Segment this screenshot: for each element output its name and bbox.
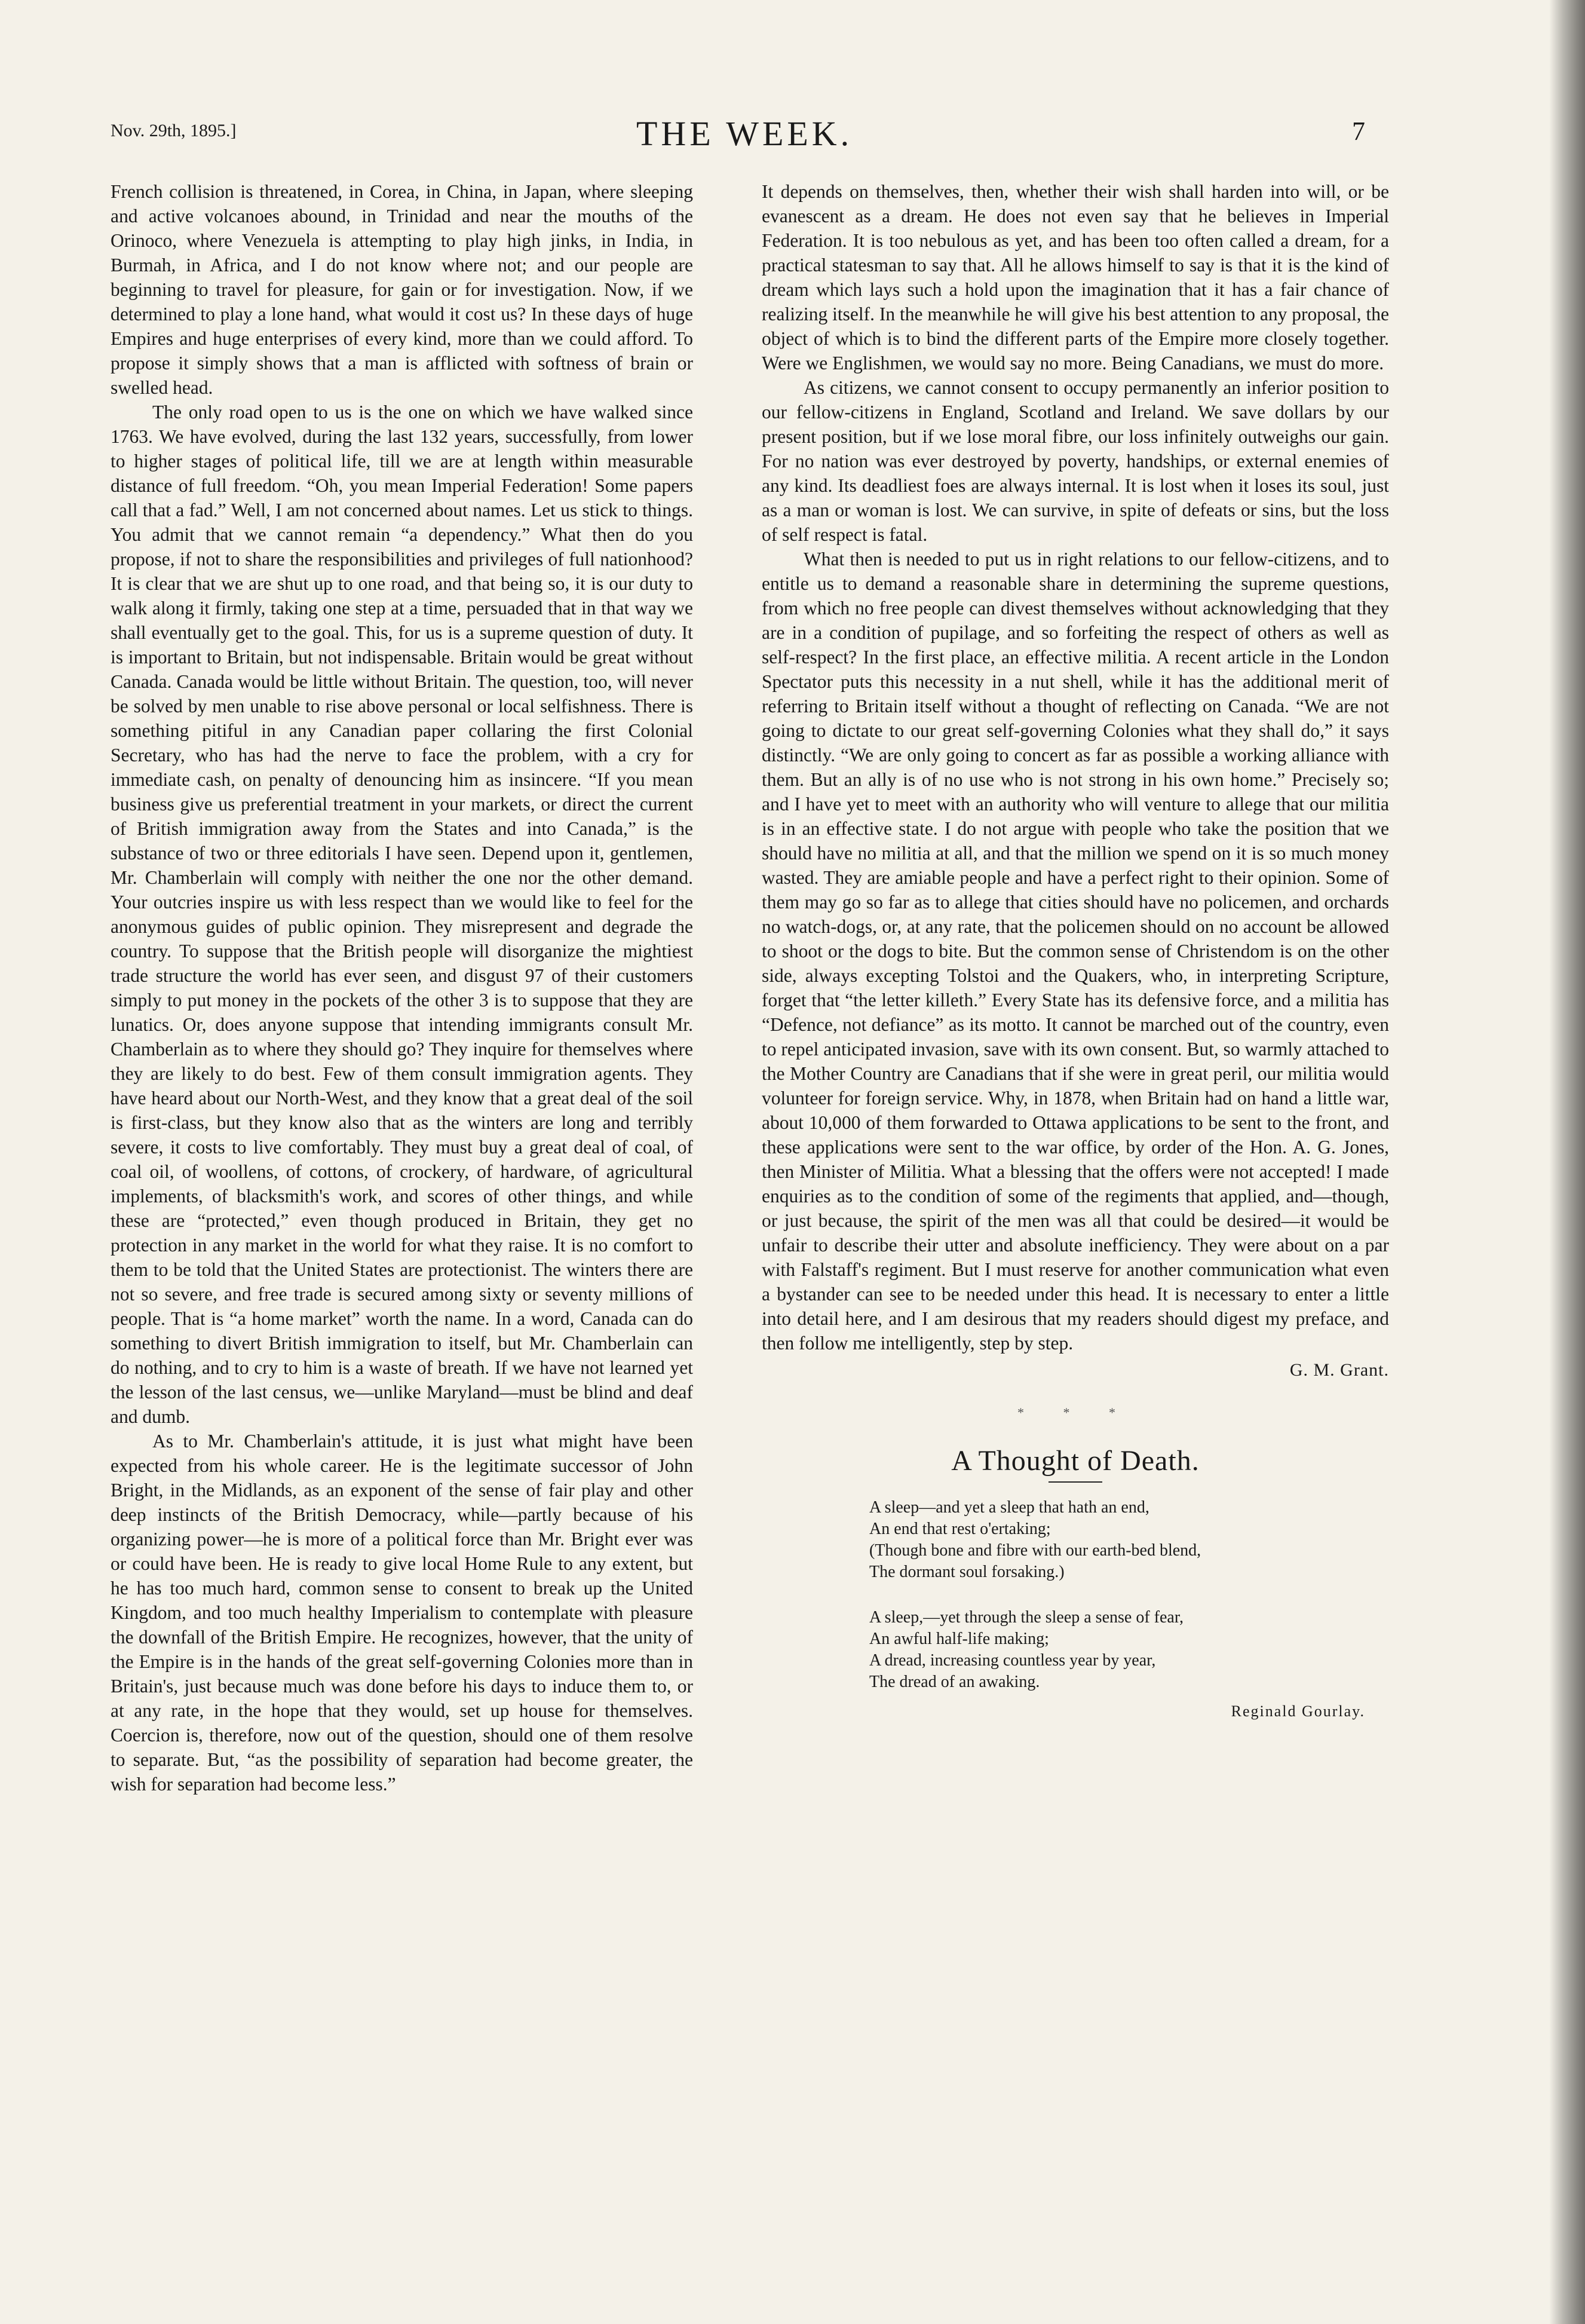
poem-divider bbox=[1049, 1481, 1102, 1483]
poem-line: An awful half-life making; bbox=[869, 1630, 1049, 1648]
section-separator: * * * bbox=[1017, 1405, 1133, 1420]
poem-stanza-1 bbox=[869, 1497, 1389, 1583]
publication-title: THE WEEK. bbox=[636, 114, 853, 153]
poem-line: An end that rest o'ertaking; bbox=[869, 1520, 1051, 1538]
poem-line: A dread, increasing countless year by year, bbox=[869, 1651, 1156, 1670]
paragraph: It depends on themselves, then, whether their wish shall harden into will, or be evanescent as a dream. He does not even say that he believes in Imperial Federation. It is too nebulous as yet, and has been too often called a dream, for a practical statesman to say that. All he allows himself to say is that it is the kind of dream which lays such a hold upon the imagination that it has a fair chance of realizing itself. In the meanwhile he will give his best attention to any proposal, the object of which is to bind the different parts of the Empire more closely together. Were we Englishmen, we would say no more. Being Canadians, we must do more. bbox=[762, 181, 1389, 373]
masthead bbox=[111, 114, 1365, 155]
right-column bbox=[762, 179, 1389, 1723]
paragraph: As citizens, we cannot consent to occupy permanently an inferior position to our fellow-citizens in England, Scotland and Ireland. We save dollars by our present position, but if we lose moral fibre, our loss infinitely outweighs our gain. For no nation was ever destroyed by poverty, handships, or external enemies of any kind. Its deadliest foes are always internal. It is lost when it loses its soul, just as a man or woman is lost. We can survive, in spite of defeats or sins, but the loss of self respect is fatal. bbox=[762, 377, 1389, 545]
page-edge-shadow bbox=[1549, 0, 1585, 2324]
poem-line: (Though bone and fibre with our earth-bed blend, bbox=[869, 1541, 1201, 1560]
poem-author: Reginald Gourlay. bbox=[1231, 1703, 1365, 1720]
left-column bbox=[111, 179, 693, 1796]
paragraph: As to Mr. Chamberlain's attitude, it is just what might have been expected from his whole career. He is the legitimate successor of John Bright, in the Midlands, as an exponent of the sense of fair play and other deep instincts of the British Democracy, while—partly because of his organizing power—he is more of a political force than Mr. Bright ever was or could have been. He is ready to give local Home Rule to any extent, but he has too much hard, common sense to consent to break up the United Kingdom, and too much healthy Imperialism to contemplate with pleasure the downfall of the British Empire. He recognizes, however, that the unity of the Empire is in the hands of the great self-governing Colonies more than in Britain's, just because much was done before his days to induce them to, or at any rate, in the hope that they would, set up house for themselves. Coercion is, therefore, now out of the question, should one of them resolve to separate. But, “as the possibility of separation had become greater, the wish for separation had become less.” bbox=[111, 1431, 693, 1795]
poem-line: The dormant soul forsaking.) bbox=[869, 1563, 1065, 1581]
page-number: 7 bbox=[1352, 117, 1365, 146]
poem-line: A sleep,—yet through the sleep a sense of fear, bbox=[869, 1608, 1184, 1627]
poem-title: A Thought of Death. bbox=[951, 1445, 1200, 1477]
poem-stanza-2 bbox=[869, 1607, 1389, 1693]
issue-date: Nov. 29th, 1895.] bbox=[111, 121, 237, 140]
paragraph: French collision is threatened, in Corea, in China, in Japan, where sleeping and active volcanoes abound, in Trinidad and near the mouths of the Orinoco, where Venezuela is attempting to play high jinks, in India, in Burmah, in Africa, and I do not know where not; and our people are beginning to travel for pleasure, for gain or for investigation. Now, if we determined to play a lone hand, what would it cost us? In these days of huge Empires and huge enterprises of every kind, more than we could afford. To propose it simply shows that a man is afflicted with softness of brain or swelled head. bbox=[111, 181, 693, 398]
poem-line: The dread of an awaking. bbox=[869, 1673, 1040, 1691]
paragraph: What then is needed to put us in right relations to our fellow-citizens, and to entitle us to demand a reasonable share in determining the supreme questions, from which no free people can divest themselves without acknowledging that they are in a condition of pupilage, and so forfeiting the respect of others as well as self-respect? In the first place, an effective militia. A recent article in the London Spectator puts this necessity in a nut shell, while it has the additional merit of referring to Britain itself without a thought of reflecting on Canada. “We are not going to dictate to our great self-governing Colonies what they shall do,” it says distinctly. “We are only going to concert as far as possible a working alliance with them. But an ally is of no use who is not strong in his own home.” Precisely so; and I have yet to meet with an authority who will venture to allege that our militia is in an effective state. I do not argue with people who take the position that we should have no militia at all, and that the million we spend on it is so much money wasted. They are amiable people and have a perfect right to their opinion. Some of them may go so far as to allege that cities should have no policemen, and orchards no watch-dogs, or, at any rate, that the policemen should on no account be allowed to shoot or the dogs to bite. But the common sense of Christendom is on the other side, always excepting Tolstoi and the Quakers, who, in interpreting Scripture, forget that “the letter killeth.” Every State has its defensive force, and a militia has “Defence, not defiance” as its motto. It cannot be marched out of the country, even to repel anticipated invasion, save with its own consent. But, so warmly attached to the Mother Country are Canadians that if she were in great peril, our militia would volunteer for foreign service. Why, in 1878, when Britain had on hand a little war, about 10,000 of them forwarded to Ottawa applications to be sent to the front, and these applications were sent to the war office, by order of the Hon. A. G. Jones, then Minister of Militia. What a blessing that the offers were not accepted! I made enquiries as to the condition of some of the regiments that applied, and—though, or just because, the spirit of the men was all that could be desired—it would be unfair to describe their utter and absolute inefficiency. They were about on a par with Falstaff's regiment. But I must reserve for another communication what even a bystander can see to be needed under this head. It is necessary to enter a little into detail here, and I am desirous that my readers should digest my preface, and then follow me intelligently, step by step. bbox=[762, 549, 1389, 1354]
article-signature: G. M. Grant. bbox=[1289, 1360, 1389, 1380]
poem-line: A sleep—and yet a sleep that hath an end, bbox=[869, 1498, 1149, 1517]
paragraph: The only road open to us is the one on which we have walked since 1763. We have evolved, during the last 132 years, successfully, from lower to higher stages of political life, till we are at length within measurable distance of full freedom. “Oh, you mean Imperial Federation! Some papers call that a fad.” Well, I am not concerned about names. Let us stick to things. You admit that we cannot remain “a dependency.” What then do you propose, if not to share the responsibilities and privileges of full nationhood? It is clear that we are shut up to one road, and that being so, it is our duty to walk along it firmly, taking one step at a time, persuaded that in that way we shall eventually get to the goal. This, for us is a supreme question of duty. It is important to Britain, but not indispensable. Britain would be great without Canada. Canada would be little without Britain. The question, too, will never be solved by men unable to rise above personal or local selfishness. There is something pitiful in any Canadian paper collaring the first Colonial Secretary, who has had the nerve to face the problem, with a cry for immediate cash, on penalty of denouncing him as insincere. “If you mean business give us preferential treatment in your markets, or direct the current of British immigration away from the States and into Canada,” is the substance of two or three editorials I have seen. Depend upon it, gentlemen, Mr. Chamberlain will comply with neither the one nor the other demand. Your outcries inspire us with less respect than we would like to feel for the anonymous guides of public opinion. They misrepresent and degrade the country. To suppose that the British people will disorganize the mightiest trade structure the world has ever seen, and disgust 97 of their customers simply to put money in the pockets of the other 3 is to suppose that they are lunatics. Or, does anyone suppose that intending immigrants consult Mr. Chamberlain as to where they should go? They inquire for themselves where they are likely to do best. Few of them consult immigration agents. They have heard about our North-West, and they know that a great deal of the soil is first-class, but they know also that as the winters are long and terribly severe, it costs to live comfortably. They must buy a great deal of coal, of coal oil, of woollens, of cottons, of crockery, of hardware, of agricultural implements, of blacksmith's work, and scores of other things, and while these are “protected,” even though produced in Britain, they get no protection in any market in the world for what they raise. It is no comfort to them to be told that the United States are protectionist. The winters there are not so severe, and free trade is secured among sixty or seventy millions of people. That is “a home market” worth the name. In a word, Canada can do something to divert British immigration to itself, but Mr. Chamberlain can do nothing, and to cry to him is a waste of breath. If we have not learned yet the lesson of the last census, we—unlike Maryland—must be blind and deaf and dumb. bbox=[111, 402, 693, 1427]
